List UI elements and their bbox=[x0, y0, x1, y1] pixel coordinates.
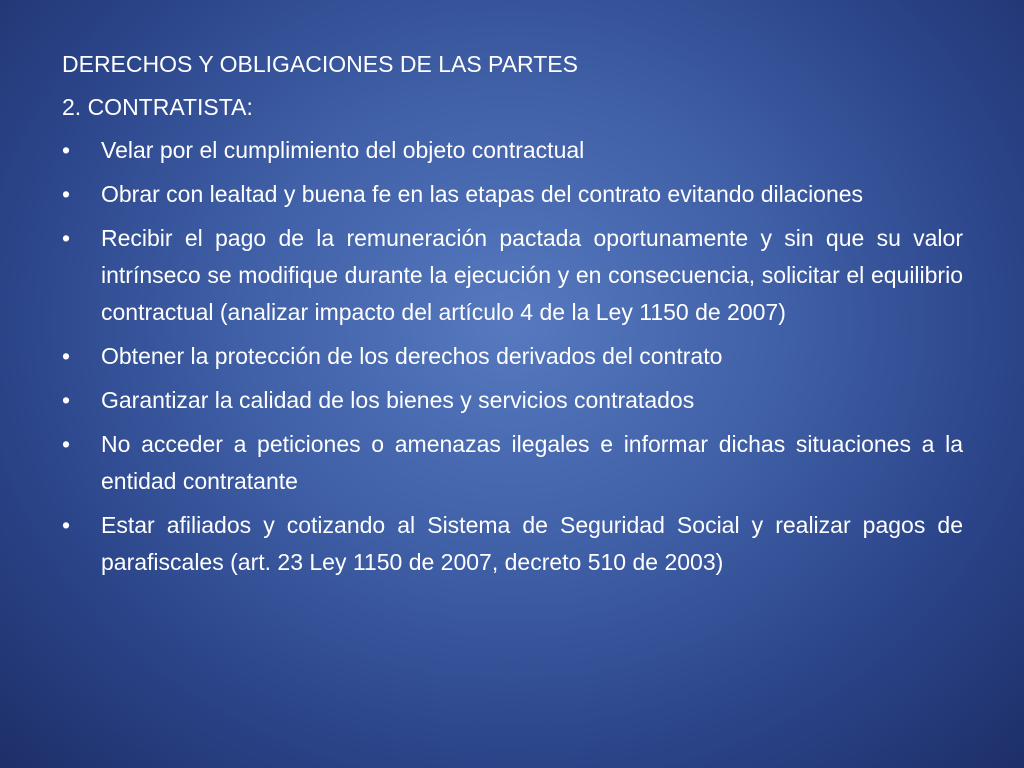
bullet-text: Estar afiliados y cotizando al Sistema de Seguridad Social y realizar pagos de parafiscales (art. 23 Ley 1150 de 2007, decreto 510 de 2003) bbox=[101, 512, 963, 575]
bullet-text: Obtener la protección de los derechos derivados del contrato bbox=[101, 343, 723, 369]
bullet-item bbox=[62, 220, 963, 331]
bullet-item bbox=[62, 382, 963, 419]
bullet-icon: • bbox=[62, 225, 71, 251]
bullet-text: Obrar con lealtad y buena fe en las etapas del contrato evitando dilaciones bbox=[101, 181, 864, 207]
bullet-icon: • bbox=[62, 512, 71, 538]
slide-content bbox=[62, 46, 963, 588]
bullet-text: Velar por el cumplimiento del objeto contractual bbox=[101, 137, 585, 163]
bullet-item bbox=[62, 507, 963, 581]
bullet-text: No acceder a peticiones o amenazas ilegales e informar dichas situaciones a la entidad contratante bbox=[101, 431, 963, 494]
slide-subtitle: 2. CONTRATISTA: bbox=[62, 94, 253, 120]
bullet-icon: • bbox=[62, 181, 71, 207]
bullet-list bbox=[62, 132, 963, 581]
bullet-item bbox=[62, 132, 963, 169]
bullet-icon: • bbox=[62, 387, 71, 413]
slide-title: DERECHOS Y OBLIGACIONES DE LAS PARTES bbox=[62, 51, 578, 77]
bullet-text: Garantizar la calidad de los bienes y servicios contratados bbox=[101, 387, 695, 413]
bullet-icon: • bbox=[62, 137, 71, 163]
bullet-item bbox=[62, 426, 963, 500]
bullet-item bbox=[62, 338, 963, 375]
bullet-icon: • bbox=[62, 343, 71, 369]
bullet-text: Recibir el pago de la remuneración pactada oportunamente y sin que su valor intrínseco se modifique durante la ejecución y en consecuencia, solicitar el equilibrio contractual (analizar impacto del artículo 4 de la Ley 1150 de 2007) bbox=[101, 225, 963, 325]
bullet-item bbox=[62, 176, 963, 213]
bullet-icon: • bbox=[62, 431, 71, 457]
